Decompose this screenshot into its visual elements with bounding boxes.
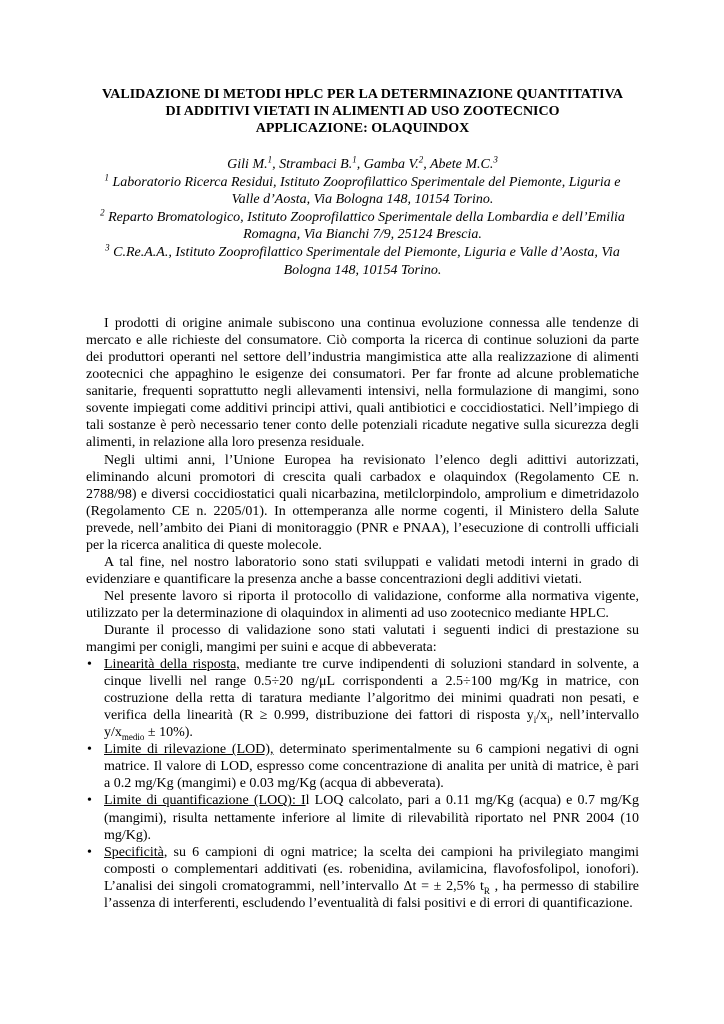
affiliation-1: $^1$ Laboratorio Ricerca Residui, Istituto Zooprofilattico Sperimentale del Piemonte, Liguria e: [104, 171, 621, 190]
document-body: [86, 315, 639, 912]
author-ref: 2: [418, 154, 424, 165]
author-ref: 3: [493, 154, 498, 165]
affiliation-2: $^2$ Reparto Bromatologico, Istituto Zooprofilattico Sperimentale della Lombardia e dell’Emilia: [100, 207, 625, 225]
list-item: • Linearità della risposta, mediante tre curve indipendenti di soluzioni standard in solvente, a cinque livelli nel range 0.5÷20 ng/μL corrispondenti a 2.5÷100 mg/Kg in matrice, con costruzione della retta di taratura mediante l’algoritmo dei minimi quadrati non pesati, e verifica della linearità (R ≥ 0.999, distribuzione dei fattori di risposta $y_i/x_i$, nell’intervallo $y/x_{medio} \pm 10\%$).: [87, 657, 639, 743]
bullet-icon: •: [87, 793, 92, 809]
affiliation-3: $^3$ C.Re.A.A., Istituto Zooprofilattico Sperimentale del Piemonte, Liguria e Valle d’Aosta, Via: [105, 242, 620, 260]
bullet-icon: •: [87, 657, 92, 673]
title-line-1: VALIDAZIONE DI METODI HPLC PER LA DETERMINAZIONE QUANTITATIVA: [101, 87, 624, 102]
paragraph: Durante il processo di validazione sono stati valutati i seguenti indici di prestazione su mangimi per conigli, mangimi per suini e acque di abbeverata:: [86, 623, 639, 656]
author-name: Gili M.: [227, 157, 268, 172]
author-ref: 1: [267, 154, 273, 165]
document-title: [86, 86, 639, 137]
affiliation-3-cont: Bologna 148, 10154 Torino.: [283, 262, 442, 278]
author-name: , Gamba V.: [356, 157, 419, 172]
affiliation-1-cont: Valle d’Aosta, Via Bologna 148, 10154 Torino.: [231, 192, 494, 208]
title-line-2: DI ADDITIVI VIETATI IN ALIMENTI AD USO ZOOTECNICO: [165, 104, 560, 119]
affiliation-2-cont: Romagna, Via Bianchi 7/9, 25124 Brescia.: [243, 227, 482, 243]
document-page: [86, 86, 639, 912]
title-line-3: APPLICAZIONE: OLAQUINDOX: [255, 121, 470, 136]
author-list: [86, 156, 639, 174]
author-ref: 1: [352, 154, 357, 165]
paragraph: I prodotti di origine animale subiscono una continua evoluzione connessa alle tendenze di mercato e alle richieste del consumatore. Ciò comporta la ricerca di continue soluzioni da parte dei produttori operanti nel settore dell’industria mangimistica atte alla realizzazione di alimenti zootecnici che appaghino le esigenze dei consumatori. Per far fronte ad alcune problematiche sanitarie, frequenti soprattutto negli allevamenti intensivi, nella formulazione di mangimi, sono sovente impiegati come additivi principi attivi, quali antibiotici e coccidiostatici. Nell’impiego di tali sostanze è però necessario tener conto delle potenziali ricadute negative sulla sicurezza degli alimenti, in relazione alla loro presenza residuale.: [86, 316, 639, 451]
bullet-heading: Limite di quantificazione (LOQ): I: [104, 793, 306, 809]
bullet-heading: Specificità,: [104, 844, 168, 860]
bullet-icon: •: [87, 844, 92, 860]
author-name: , Strambaci B.: [272, 157, 353, 172]
paragraph: A tal fine, nel nostro laboratorio sono stati sviluppati e validati metodi interni in grado di evidenziare e quantificare la presenza anche a basse concentrazioni degli additivi vietati.: [86, 554, 639, 587]
paragraph: Nel presente lavoro si riporta il protocollo di validazione, conforme alla normativa vigente, utilizzato per la determinazione di olaquindox in alimenti ad uso zootecnico mediante HPLC.: [86, 588, 639, 621]
bullet-heading: Linearità della risposta,: [104, 657, 240, 673]
author-name: , Abete M.C.: [423, 157, 494, 172]
paragraph: Negli ultimi anni, l’Unione Europea ha revisionato l’elenco degli adittivi autorizzati, eliminando alcuni promotori di crescita quali carbadox e olaquindox (Regolamento CE n. 2788/98) e diversi coccidiostatici quali nicarbazina, metilclorpindolo, amprolium e dimetridazolo (Regolamento CE n. 2205/01). In ottemperanza alle norme cogenti, il Ministero della Salute prevede, nell’ambito dei Piani di monitoraggio (PNR e PNAA), l’esecuzione di controlli ufficiali per la ricerca analitica di queste molecole.: [86, 452, 639, 553]
list-item: • Specificità, su 6 campioni di ogni matrice; la scelta dei campioni ha privilegiato mangimi composti o complementari additivati (es. robenidina, avilamicina, flavofosfolipol, ionofori). L’analisi dei singoli cromatogrammi, nell’intervallo Δt = ± 2,5% $t_R$ , ha permesso di stabilire l’assenza di interferenti, escludendo l’eventualità di falsi positivi e di errori di quantificazione.: [87, 844, 640, 911]
list-item: • Limite di quantificazione (LOQ): Il LOQ calcolato, pari a 0.11 mg/Kg (acqua) e 0.7 mg/Kg (mangimi), risulta nettamente inferiore al limite di rilevabilità riportato nel PNR 2004 (10 mg/Kg).: [87, 793, 640, 843]
bullet-icon: •: [87, 742, 92, 758]
list-item: • Limite di rilevazione (LOD), determinato sperimentalmente su 6 campioni negativi di ogni matrice. Il valore di LOD, espresso come concentrazione di analita per unità di matrice, è pari a 0.2 mg/Kg (mangimi) e 0.03 mg/Kg (acqua di abbeverata).: [87, 742, 639, 792]
bullet-heading: Limite di rilevazione (LOD),: [104, 742, 274, 758]
performance-index-list: [86, 656, 639, 912]
authors-block: [86, 156, 639, 279]
